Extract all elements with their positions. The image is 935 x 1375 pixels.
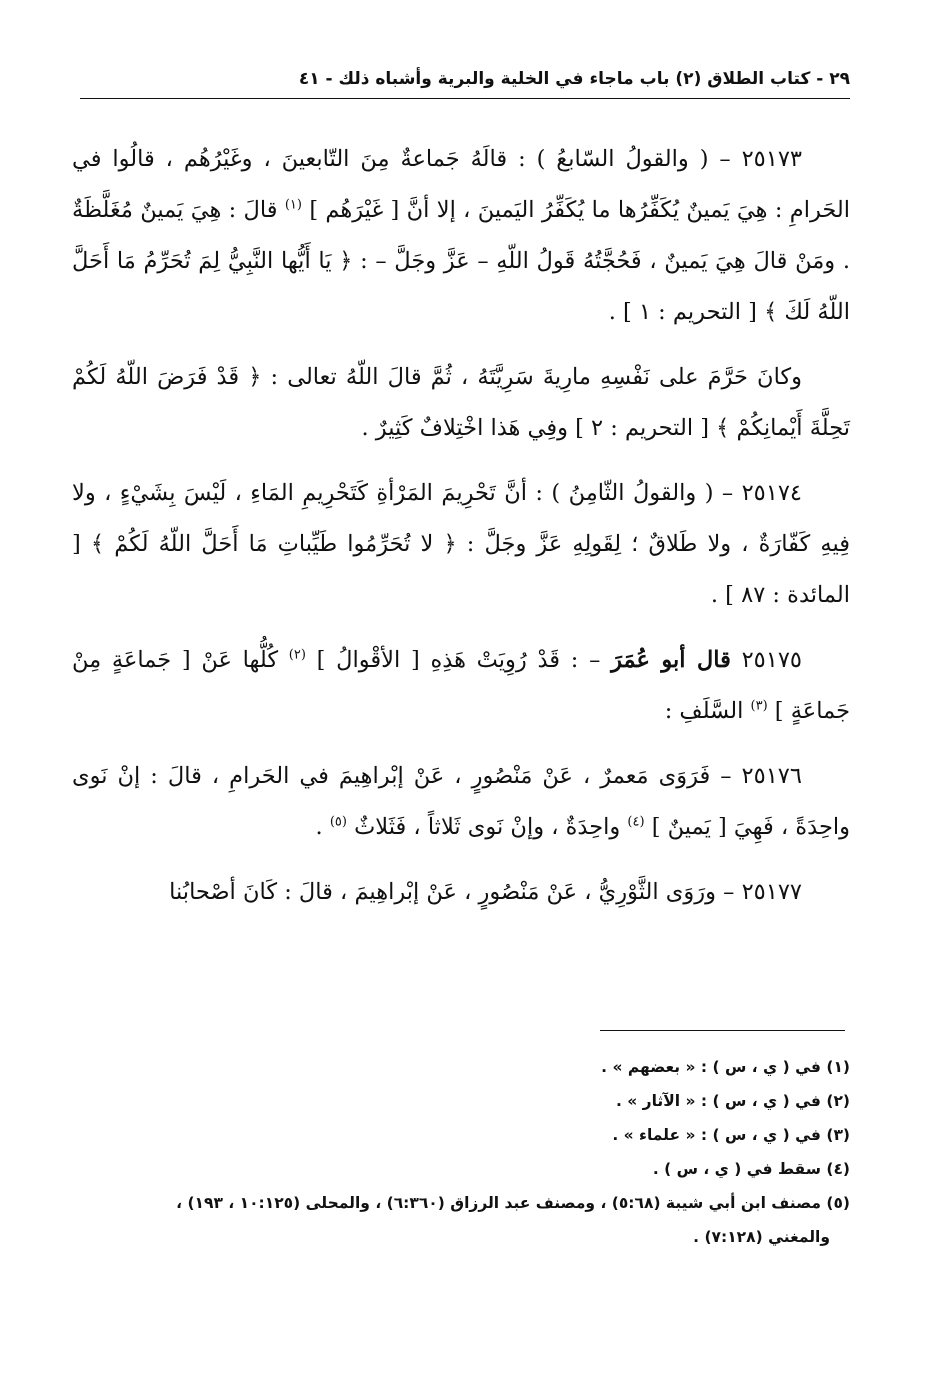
- footnote-ref: (٥): [329, 814, 347, 830]
- paragraph-text: – ( والقولُ الثّامِنُ ) : أنَّ تَحْرِيمَ المَرْأةِ كَتَحْرِيمِ المَاءِ ، لَيْسَ بِشَيْءٍ ، ولا فِيهِ كَفّارَةٌ ، ولا طَلاقٌ ؛ لِقَولِهِ عَزَّ وجَلَّ : ﴿ لا تُحَرِّمُوا طَيِّباتِ مَا أَحَلَّ اللّهُ لَكُمْ ﴾ [ المائدة : ٨٧ ] .: [72, 480, 850, 608]
- paragraph-text: السَّلَفِ :: [664, 698, 744, 724]
- paragraph-number: ٢٥١٧٣: [741, 146, 802, 172]
- footnote-1: (١) في ( ي ، س ) : « بعضهم » .: [601, 1058, 850, 1076]
- running-header: [80, 68, 850, 99]
- paragraph-25173: [72, 134, 850, 338]
- paragraph-number: ٢٥١٧٥: [741, 647, 802, 673]
- paragraph-25174: [72, 468, 850, 621]
- paragraph-text: كُلُّها عَنْ [ جَماعَةٍ مِنْ جَماعَةٍ ]: [72, 647, 850, 724]
- footnotes: [72, 1050, 850, 1254]
- paragraph-text: – ( والقولُ السّابعُ ) : قالَهُ جَماعةٌ مِنَ التّابعينَ ، وغَيْرُهُم ، قالُوا في الحَرامِ : هِيَ يَمينٌ يُكَفِّرُها ما يُكَفِّرُ اليَمينَ ، إلا أنَّ [ غَيْرَهُم ]: [72, 146, 850, 223]
- header-title: ٢٩ - كتاب الطلاق (٢) باب ماجاء في الخلية والبرية وأشباه ذلك - ٤١: [298, 69, 850, 89]
- main-text: [72, 134, 850, 932]
- paragraph-number: ٢٥١٧٧: [741, 879, 802, 905]
- footnote-ref: (٢): [288, 647, 306, 663]
- paragraph-25175: [72, 635, 850, 737]
- paragraph-text: .: [315, 814, 323, 840]
- paragraph-text: – : قَدْ رُوِيَتْ هَذِهِ [ الأقْوالُ ]: [316, 647, 601, 673]
- footnote-ref: (٣): [750, 698, 768, 714]
- paragraph-25176: [72, 751, 850, 853]
- footnote-3: (٣) في ( ي ، س ) : « علماء » .: [612, 1126, 850, 1144]
- paragraph-text: – ورَوَى الثَّوْرِيُّ ، عَنْ مَنْصُورٍ ، عَنْ إبْراهِيمَ ، قالَ : كَانَ أصْحابُنا: [169, 879, 735, 905]
- footnote-5-continuation: والمغني (٧:١٢٨) .: [693, 1228, 830, 1246]
- speaker-name: قال أبو عُمَرَ: [611, 647, 731, 673]
- footnote-divider: [600, 1030, 845, 1031]
- paragraph-number: ٢٥١٧٦: [741, 763, 802, 789]
- paragraph-text: – فَرَوَى مَعمرٌ ، عَنْ مَنْصُورٍ ، عَنْ إبْراهِيمَ في الحَرامِ ، قالَ : إنْ نَوى واحِدَةً ، فَهِيَ [ يَمينٌ ]: [72, 763, 850, 840]
- paragraph-text: قالَ : هِيَ يَمينٌ مُغَلَّظَةٌ . ومَنْ قالَ هِيَ يَمينٌ ، فَحُجَّتُهُ قَولُ اللّهِ – عَزَّ وجَلَّ – : ﴿ يَا أَيُّها النَّبِيُّ لِمَ تُحَرِّمُ مَا أَحَلَّ اللّهُ لَكَ ﴾ [ التحريم : ١ ] .: [72, 197, 850, 325]
- footnote-ref: (٤): [627, 814, 645, 830]
- footnote-5: (٥) مصنف ابن أبي شيبة (٥:٦٨) ، ومصنف عبد الرزاق (٦:٣٦٠) ، والمحلى (١٠:١٢٥ ، ١٩٣) ،: [176, 1194, 850, 1212]
- paragraph-text: وكانَ حَرَّمَ على نَفْسِهِ مارِيةَ سَرِيَّتَهُ ، ثُمَّ قالَ اللّهُ تعالى : ﴿ قَدْ فَرَضَ اللّهُ لَكُمْ تَحِلَّةَ أَيْمانِكُمْ ﴾ [ التحريم : ٢ ] وفِي هَذا اخْتِلافٌ كَثِيرٌ .: [72, 364, 850, 441]
- footnote-ref: (١): [284, 197, 302, 213]
- paragraph-25177: [72, 867, 850, 918]
- footnote-4: (٤) سقط في ( ي ، س ) .: [652, 1160, 850, 1178]
- paragraph-number: ٢٥١٧٤: [741, 480, 802, 506]
- paragraph-continuation: [72, 352, 850, 454]
- footnote-2: (٢) في ( ي ، س ) : « الآثار » .: [615, 1092, 850, 1110]
- paragraph-text: واحِدَةٌ ، وإنْ نَوى ثَلاثاً ، فَثَلاثٌ: [354, 814, 621, 840]
